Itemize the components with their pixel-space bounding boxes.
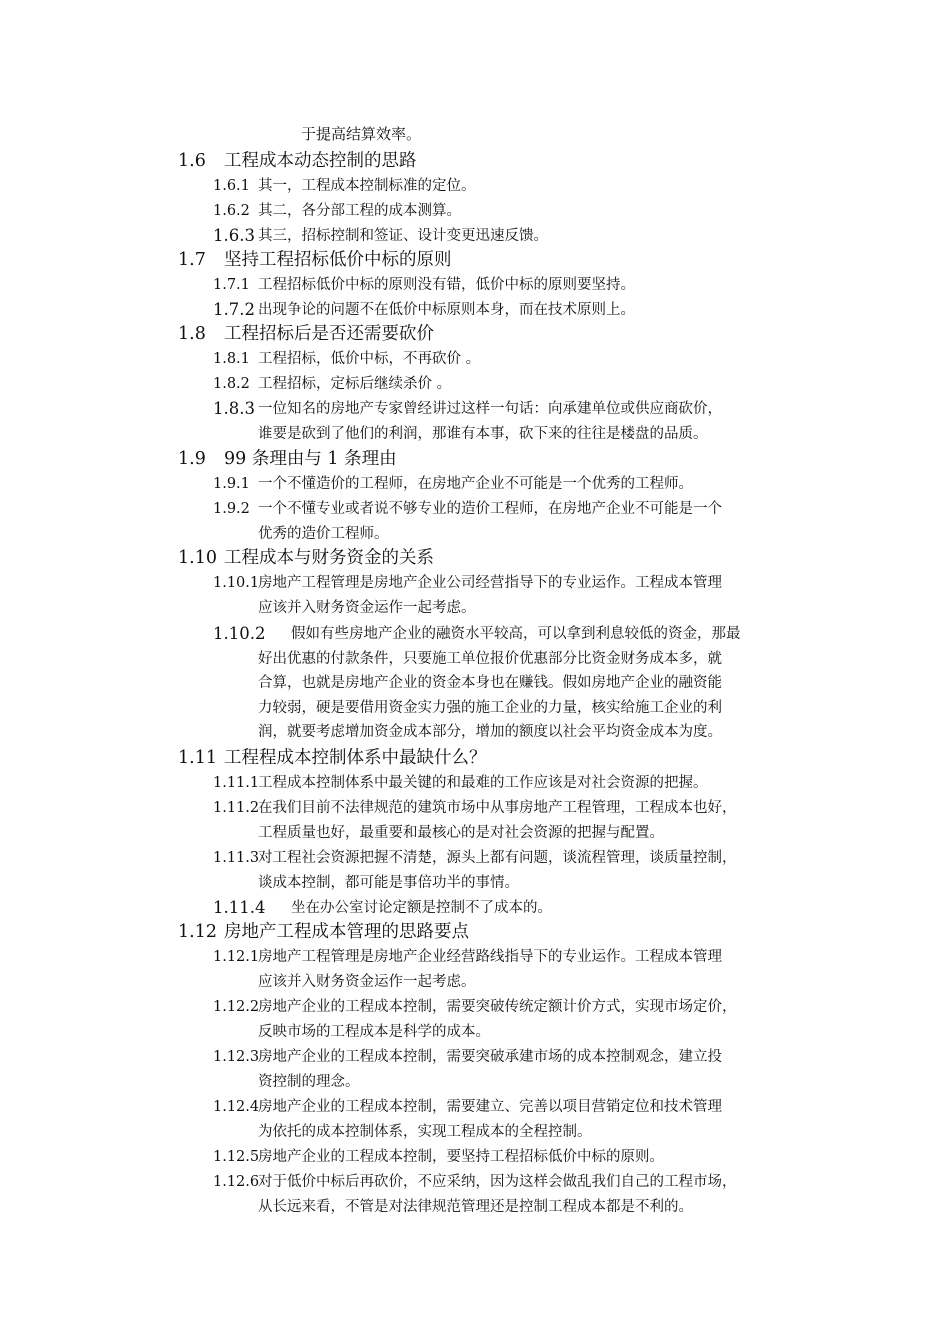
item-1-11-2 — [213, 796, 833, 845]
item-1-12-6 — [213, 1170, 833, 1219]
item-number: 1.6.1 — [213, 178, 250, 194]
continuation-text: 于提高结算效率。 — [301, 125, 422, 143]
item-number: 1.7.1 — [213, 277, 250, 293]
item-number: 1.10.1 — [213, 575, 260, 591]
item-1-8-1 — [213, 347, 833, 372]
section-number: 1.9 — [178, 449, 206, 469]
item-text: 坐在办公室讨论定额是控制不了成本的。 — [291, 900, 552, 916]
section-title: 工程成本动态控制的思路 — [224, 151, 417, 171]
section-number: 1.11 — [178, 748, 217, 768]
item-text-line: 房地产企业的工程成本控制，需要突破传统定额计价方式，实现市场定价， — [258, 999, 737, 1015]
item-text-line: 润，就要考虑增加资金成本部分，增加的额度以社会平均资金成本为度。 — [258, 724, 722, 740]
item-text: 工程招标，低价中标，不再砍价 。 — [258, 351, 481, 367]
section-title: 工程招标后是否还需要砍价 — [224, 324, 434, 344]
item-number: 1.6.2 — [213, 203, 250, 219]
section-number: 1.8 — [178, 324, 206, 344]
item-number: 1.12.4 — [213, 1099, 260, 1115]
item-1-11-1 — [213, 771, 833, 796]
section-number: 1.12 — [178, 922, 217, 942]
item-text-line: 好出优惠的付款条件，只要施工单位报价优惠部分比资金财务成本多，就 — [258, 650, 722, 667]
item-text-line: 房地产工程管理是房地产企业经营路线指导下的专业运作。工程成本管理 — [258, 949, 722, 965]
section-title: 工程程成本控制体系中最缺什么？ — [224, 748, 487, 768]
item-text-line: 房地产企业的工程成本控制，需要突破承建市场的成本控制观念，建立投 — [258, 1049, 722, 1065]
item-text-line: 房地产工程管理是房地产企业公司经营指导下的专业运作。工程成本管理 — [258, 575, 722, 591]
item-number: 1.8.1 — [213, 351, 250, 367]
item-text-line: 反映市场的工程成本是科学的成本。 — [258, 1023, 490, 1040]
item-number: 1.8.3 — [213, 399, 255, 418]
item-text: 工程招标低价中标的原则没有错，低价中标的原则要坚持。 — [258, 277, 635, 293]
item-text-line: 房地产企业的工程成本控制，需要建立、完善以项目营销定位和技术管理 — [258, 1099, 722, 1115]
item-1-7-2 — [213, 298, 833, 323]
item-number: 1.11.4 — [213, 898, 266, 917]
item-text: 工程成本控制体系中最关键的和最难的工作应该是对社会资源的把握。 — [258, 775, 708, 791]
item-number: 1.8.2 — [213, 376, 250, 392]
section-heading-1-10 — [178, 546, 434, 570]
item-number: 1.6.3 — [213, 226, 255, 245]
item-text: 其三，招标控制和签证、设计变更迅速反馈。 — [258, 228, 548, 244]
item-text-line: 工程质量也好，最重要和最核心的是对社会资源的把握与配置。 — [258, 824, 664, 841]
item-text-line: 为依托的成本控制体系，实现工程成本的全程控制。 — [258, 1123, 592, 1140]
item-1-8-2 — [213, 372, 833, 397]
item-number: 1.9.2 — [213, 501, 250, 517]
item-text-line: 对于低价中标后再砍价，不应采纳，因为这样会做乱我们自己的工程市场， — [258, 1174, 737, 1190]
item-text-line: 假如有些房地产企业的融资水平较高，可以拿到利息较低的资金，那最 — [291, 626, 741, 642]
section-heading-1-8 — [178, 322, 434, 346]
item-text-line: 资控制的理念。 — [258, 1073, 360, 1090]
item-number: 1.12.5 — [213, 1149, 260, 1165]
item-text: 一个不懂造价的工程师，在房地产企业不可能是一个优秀的工程师。 — [258, 476, 693, 492]
item-1-12-3 — [213, 1045, 833, 1094]
item-text: 房地产企业的工程成本控制，要坚持工程招标低价中标的原则。 — [258, 1149, 664, 1165]
item-text-line: 优秀的造价工程师。 — [258, 525, 389, 542]
item-text-line: 应该并入财务资金运作一起考虑。 — [258, 973, 476, 990]
item-text: 其一，工程成本控制标准的定位。 — [258, 178, 476, 194]
section-heading-1-9 — [178, 447, 397, 471]
item-1-11-4 — [213, 896, 833, 921]
item-text-line: 对工程社会资源把握不清楚，源头上都有问题，谈流程管理，谈质量控制， — [258, 850, 737, 866]
section-title: 坚持工程招标低价中标的原则 — [224, 250, 452, 270]
item-number: 1.9.1 — [213, 476, 250, 492]
item-1-12-4 — [213, 1095, 833, 1144]
item-text-line: 一个不懂专业或者说不够专业的造价工程师，在房地产企业不可能是一个 — [258, 501, 722, 517]
item-1-12-1 — [213, 945, 833, 994]
item-number: 1.12.2 — [213, 999, 260, 1015]
item-text-line: 一位知名的房地产专家曾经讲过这样一句话：向承建单位或供应商砍价， — [258, 401, 722, 417]
item-1-12-5 — [213, 1145, 833, 1170]
section-heading-1-7 — [178, 248, 452, 272]
item-text: 其二，各分部工程的成本测算。 — [258, 203, 461, 219]
section-number: 1.6 — [178, 151, 206, 171]
item-1-7-1 — [213, 273, 833, 298]
section-heading-1-12 — [178, 920, 469, 944]
item-1-10-1 — [213, 571, 833, 620]
item-1-6-1 — [213, 174, 833, 199]
item-text-line: 谁要是砍到了他们的利润，那谁有本事，砍下来的往往是楼盘的品质。 — [258, 425, 708, 442]
item-1-10-2 — [213, 622, 833, 745]
item-number: 1.12.1 — [213, 949, 260, 965]
item-text-line: 合算，也就是房地产企业的资金本身也在赚钱。假如房地产企业的融资能 — [258, 675, 722, 691]
item-1-9-1 — [213, 472, 833, 497]
item-text-line: 从长远来看，不管是对法律规范管理还是控制工程成本都是不利的。 — [258, 1198, 693, 1215]
item-number: 1.10.2 — [213, 624, 266, 643]
item-1-11-3 — [213, 846, 833, 895]
section-heading-1-11 — [178, 746, 487, 770]
item-text-line: 力较弱，硬是要借用资金实力强的施工企业的力量，核实给施工企业的利 — [258, 699, 722, 716]
item-text: 工程招标，定标后继续杀价 。 — [258, 376, 452, 392]
item-number: 1.11.2 — [213, 800, 260, 816]
item-1-12-2 — [213, 995, 833, 1044]
section-heading-1-6 — [178, 149, 417, 173]
section-title: 工程成本与财务资金的关系 — [224, 548, 434, 568]
item-number: 1.11.1 — [213, 775, 260, 791]
item-number: 1.12.6 — [213, 1174, 260, 1190]
item-text-line: 在我们目前不法律规范的建筑市场中从事房地产工程管理，工程成本也好， — [258, 800, 737, 816]
item-1-6-2 — [213, 199, 833, 224]
section-title: 房地产工程成本管理的思路要点 — [224, 922, 469, 942]
item-number: 1.12.3 — [213, 1049, 260, 1065]
item-text-line: 应该并入财务资金运作一起考虑。 — [258, 599, 476, 616]
item-number: 1.7.2 — [213, 300, 255, 319]
item-text-line: 谈成本控制，都可能是事倍功半的事情。 — [258, 874, 519, 891]
item-text: 出现争论的问题不在低价中标原则本身，而在技术原则上。 — [258, 302, 635, 318]
item-1-9-2 — [213, 497, 833, 546]
section-title: 99 条理由与 1 条理由 — [224, 449, 397, 469]
item-1-8-3 — [213, 397, 833, 446]
section-number: 1.7 — [178, 250, 206, 270]
section-number: 1.10 — [178, 548, 217, 568]
item-1-6-3 — [213, 224, 833, 249]
item-number: 1.11.3 — [213, 850, 260, 866]
